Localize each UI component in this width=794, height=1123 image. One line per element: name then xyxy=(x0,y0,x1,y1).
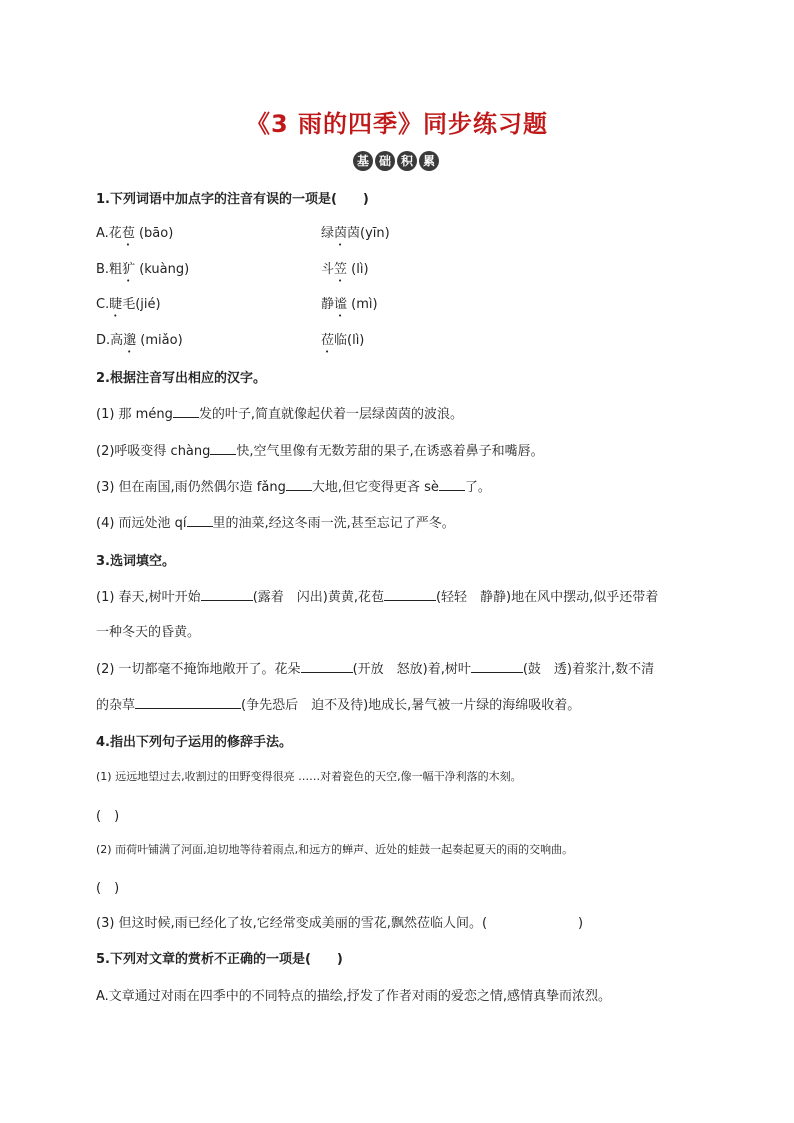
q4-sentence-1: (1) 远远地望过去,收割过的田野变得很亮 ……对着瓷色的天空,像一幅干净利落的木刻。 xyxy=(96,770,522,783)
q4-sentence-3: (3) 但这时候,雨已经化了妆,它经常变成美丽的雪花,飘然莅临人间。( ) xyxy=(96,916,584,931)
badge-char: 积 xyxy=(397,151,417,171)
q3-item-1-cont: 一种冬天的昏黄。 xyxy=(96,625,201,640)
q1-option-a: A.花苞 (bāo) xyxy=(96,226,174,241)
q1-option-b-2: 斗笠 (lì) xyxy=(321,262,369,277)
question-2-stem: 2.根据注音写出相应的汉字。 xyxy=(96,371,266,386)
badge-char: 累 xyxy=(419,151,439,171)
q3-item-2-cont: 的杂草 (争先恐后 迫不及待)地成长,暑气被一片绿的海绵吸收着。 xyxy=(96,694,580,713)
badge-char: 基 xyxy=(353,151,373,171)
q4-paren-1[interactable]: ( ) xyxy=(96,809,120,824)
answer-blank[interactable] xyxy=(384,587,436,601)
answer-blank[interactable] xyxy=(173,404,199,418)
q4-paren-2[interactable]: ( ) xyxy=(96,881,120,896)
badge-char: 础 xyxy=(375,151,395,171)
q2-item-3: (3) 但在南国,雨仍然偶尔造 fǎng 大地,但它变得更吝 sè 了。 xyxy=(96,476,491,495)
q1-option-d-2: 莅临(lì) xyxy=(321,333,365,348)
page-title: 《3 雨的四季》同步练习题 xyxy=(245,110,549,138)
answer-blank[interactable] xyxy=(187,513,213,527)
q2-item-4: (4) 而远处池 qí 里的油菜,经这冬雨一洗,甚至忘记了严冬。 xyxy=(96,512,455,531)
answer-blank[interactable] xyxy=(301,659,353,673)
question-3-stem: 3.选词填空。 xyxy=(96,554,175,569)
answer-blank[interactable] xyxy=(286,477,312,491)
q1-option-d: D.高邈 (miǎo) xyxy=(96,333,183,348)
q4-sentence-2: (2) 而荷叶铺满了河面,迫切地等待着雨点,和远方的蝉声、近处的蛙鼓一起奏起夏天的雨的交响曲。 xyxy=(96,843,574,856)
q1-option-b: B.粗犷 (kuàng) xyxy=(96,262,190,277)
question-4-stem: 4.指出下列句子运用的修辞手法。 xyxy=(96,735,292,750)
q2-item-1: (1) 那 méng 发的叶子,简直就像起伏着一层绿茵茵的波浪。 xyxy=(96,403,463,422)
q3-item-1: (1) 春天,树叶开始 (露着 闪出)黄黄,花苞 (轻轻 静静)地在风中摆动,似乎还带着 xyxy=(96,586,658,605)
question-5-stem: 5.下列对文章的赏析不正确的一项是( ) xyxy=(96,952,343,967)
q1-option-c: C.睫毛(jié) xyxy=(96,297,161,312)
q1-option-a-2: 绿茵茵(yīn) xyxy=(321,226,390,241)
section-badge xyxy=(353,151,439,171)
question-1-stem: 1.下列词语中加点字的注音有误的一项是( ) xyxy=(96,192,369,207)
q2-item-2: (2)呼吸变得 chàng 快,空气里像有无数芳甜的果子,在诱惑着鼻子和嘴唇。 xyxy=(96,440,544,459)
q1-option-c-2: 静谧 (mì) xyxy=(321,297,378,312)
answer-blank[interactable] xyxy=(201,587,253,601)
answer-blank[interactable] xyxy=(135,695,241,709)
answer-blank[interactable] xyxy=(210,441,236,455)
answer-blank[interactable] xyxy=(439,477,465,491)
answer-blank[interactable] xyxy=(471,659,523,673)
q3-item-2: (2) 一切都毫不掩饰地敞开了。花朵 (开放 怒放)着,树叶 (鼓 透)着浆汁,数不清 xyxy=(96,658,654,677)
q5-option-a: A.文章通过对雨在四季中的不同特点的描绘,抒发了作者对雨的爱恋之情,感情真挚而浓烈。 xyxy=(96,989,612,1004)
